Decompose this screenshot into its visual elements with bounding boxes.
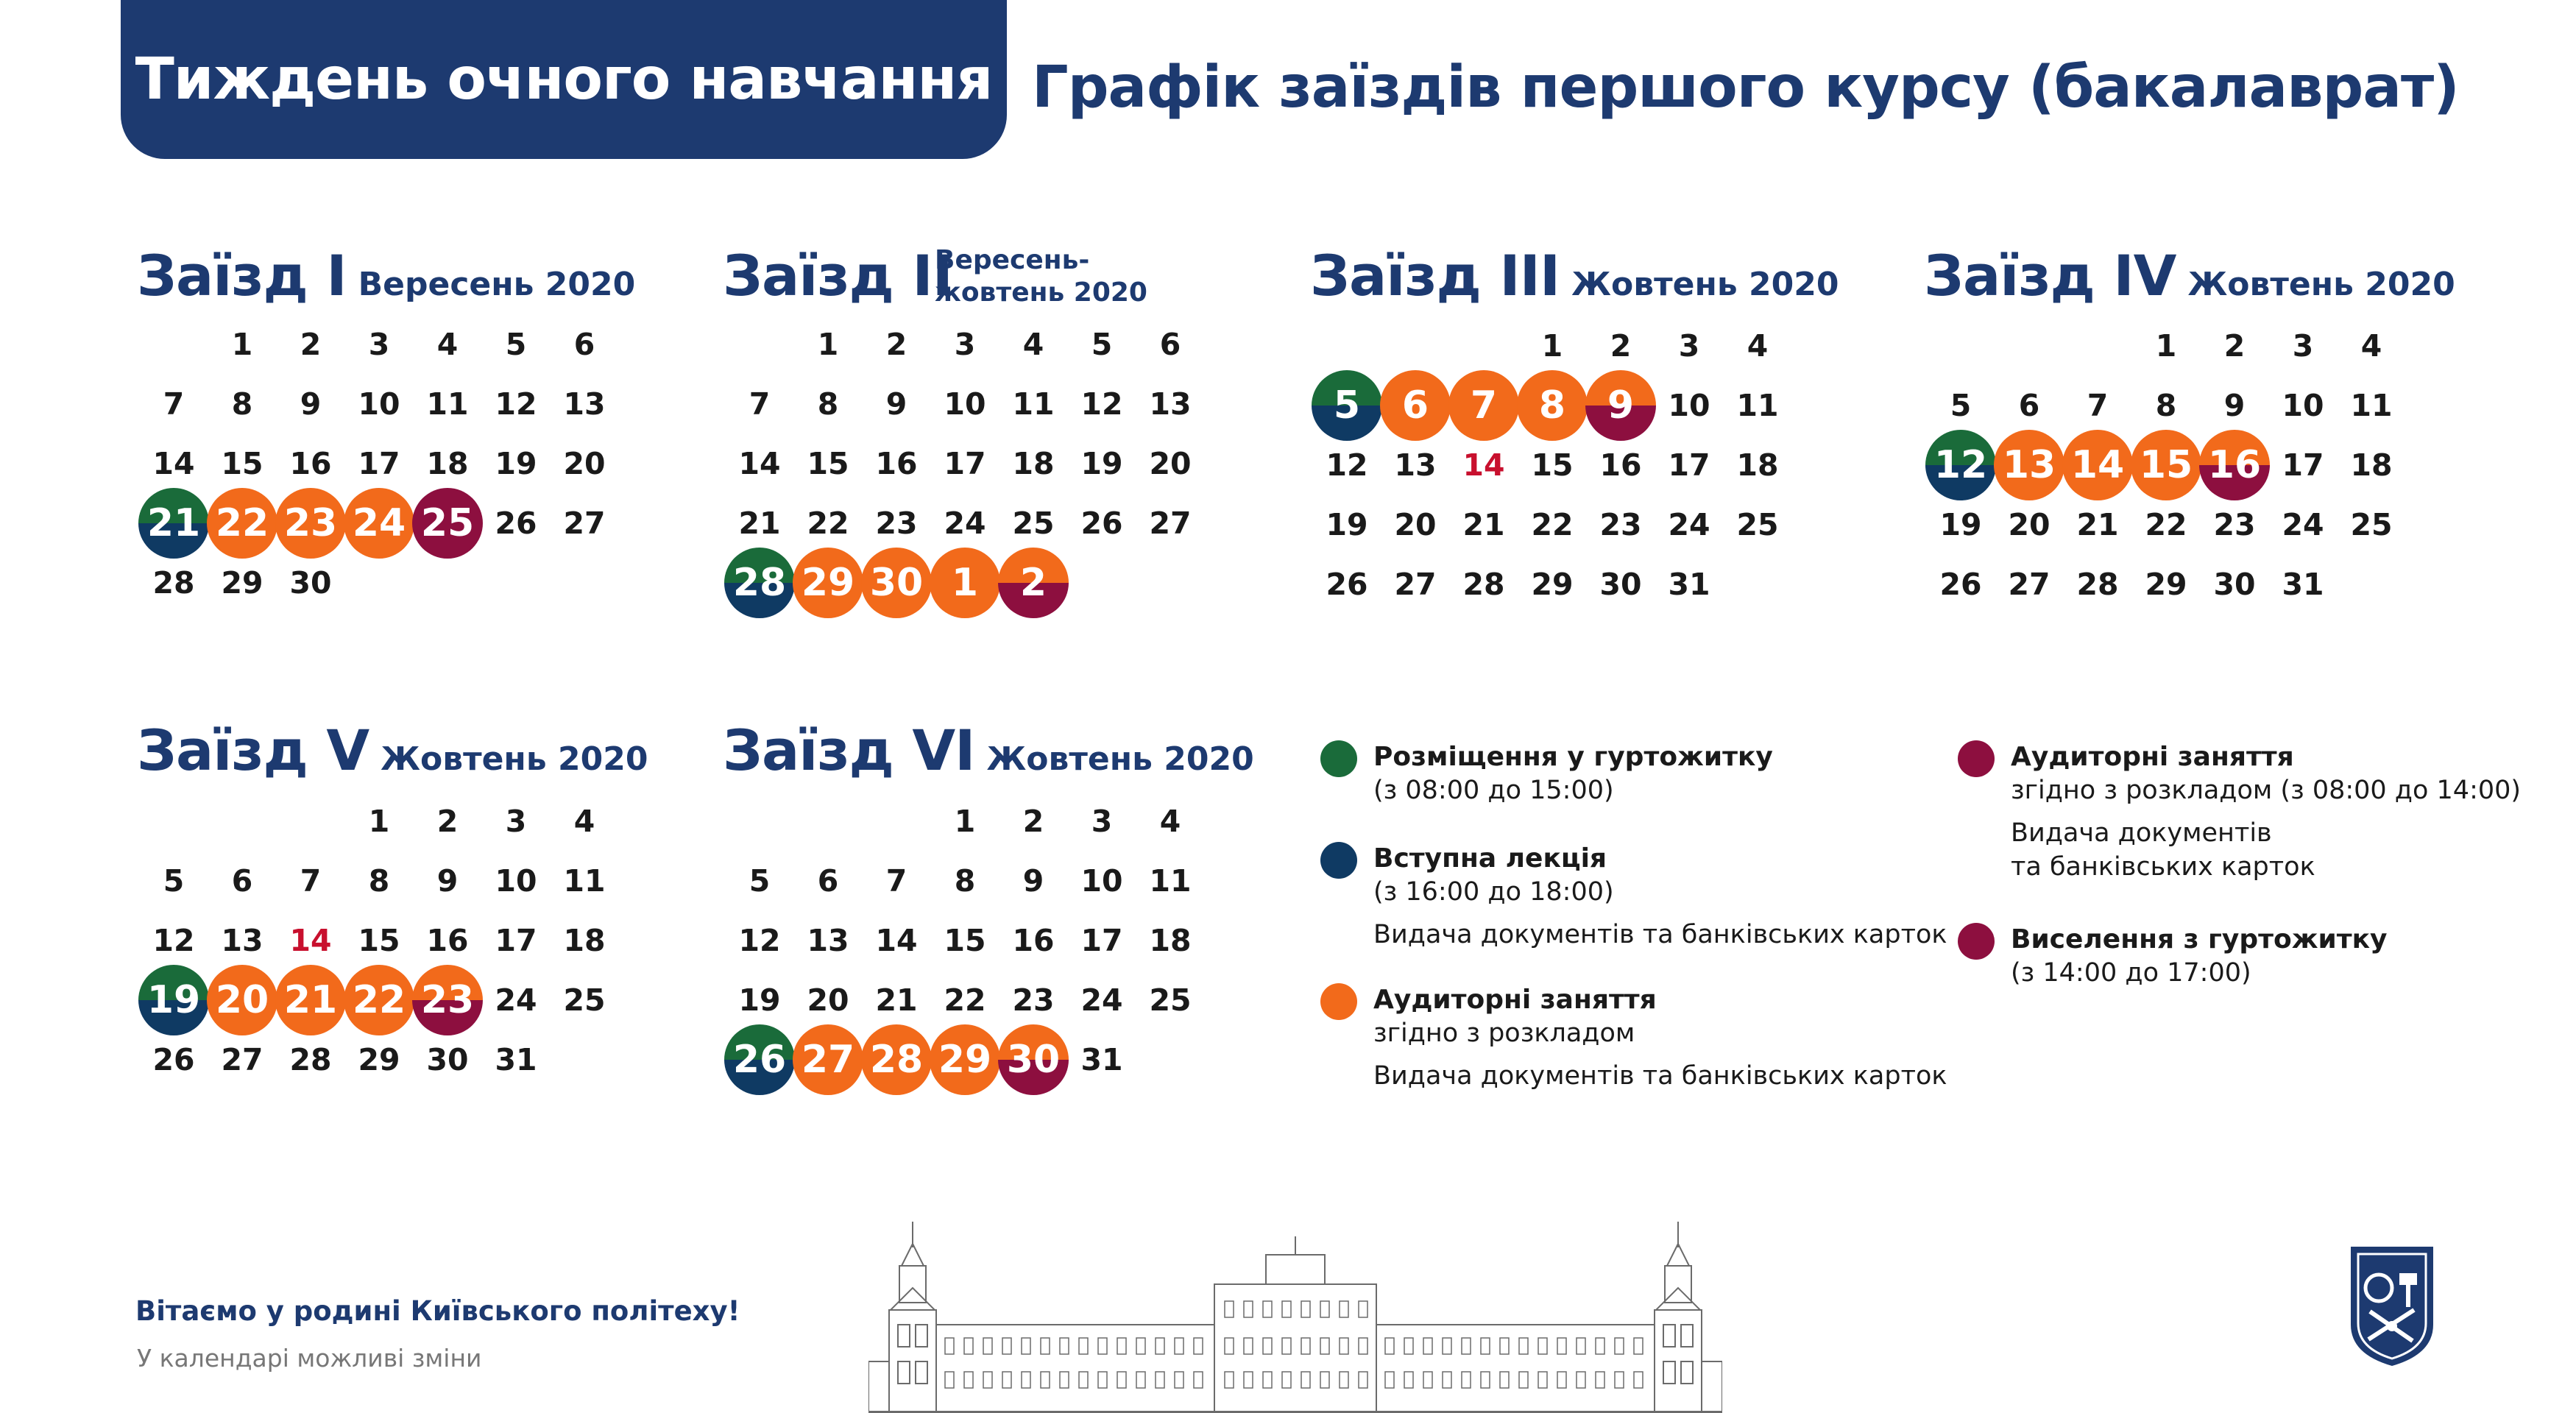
calendar-day: 9 [2223, 388, 2246, 423]
legend-title: Аудиторні заняття [2011, 742, 2294, 772]
calendar-day: 5 [163, 863, 185, 899]
holiday-day: 14 [1462, 447, 1505, 483]
highlighted-day: 26 [724, 1024, 795, 1095]
legend-swatch [1320, 842, 1357, 879]
calendar-name: Заїзд IV [1924, 243, 2176, 308]
calendar-day: 27 [2008, 567, 2050, 602]
calendar-day: 5 [1091, 327, 1113, 362]
calendar-day: 9 [885, 386, 907, 422]
calendar-day: 13 [1394, 447, 1437, 483]
legend-title: Виселення з гуртожитку [2011, 924, 2388, 955]
calendar-day: 7 [163, 386, 185, 422]
calendar-day: 4 [1159, 804, 1181, 839]
legend-text: (з 16:00 до 18:00) [1373, 877, 1614, 907]
calendar-day: 16 [426, 923, 469, 958]
calendar-day: 8 [2155, 388, 2177, 423]
legend-text: згідно з розкладом (з 08:00 до 14:00) [2011, 776, 2522, 805]
highlighted-day: 22 [344, 965, 414, 1035]
calendar-day: 5 [749, 863, 771, 899]
calendar-day: 11 [563, 863, 606, 899]
highlighted-day: 19 [138, 965, 209, 1035]
highlighted-day: 27 [793, 1024, 863, 1095]
calendar-day: 29 [1531, 567, 1574, 602]
highlighted-day: 28 [724, 548, 795, 618]
calendar-day: 6 [2018, 388, 2040, 423]
calendar-day: 8 [954, 863, 976, 899]
calendar-day: 15 [1531, 447, 1574, 483]
highlighted-day: 24 [344, 488, 414, 559]
calendar-day: 24 [1080, 982, 1123, 1018]
calendar-day: 6 [817, 863, 839, 899]
calendar-day: 3 [1678, 328, 1700, 364]
calendar-name: Заїзд I [137, 243, 347, 308]
calendar-day: 11 [426, 386, 469, 422]
calendar-day: 13 [221, 923, 263, 958]
calendar-day: 21 [1462, 507, 1505, 542]
highlighted-day: 8 [1517, 370, 1588, 441]
calendar-day: 1 [954, 804, 976, 839]
calendar-day: 13 [807, 923, 849, 958]
calendar-day: 3 [505, 804, 527, 839]
calendar-day: 8 [368, 863, 390, 899]
calendar-day: 28 [152, 565, 195, 601]
legend-text: (з 14:00 до 17:00) [2011, 958, 2251, 988]
page-subtitle: Графік заїздів першого курсу (бакалаврат) [1032, 54, 2459, 121]
calendar-day: 19 [1080, 446, 1123, 481]
calendar-day: 28 [289, 1042, 332, 1077]
welcome-text: Вітаємо у родині Київського політеху! [135, 1295, 740, 1327]
calendar-day: 29 [221, 565, 263, 601]
calendar-day: 11 [1736, 388, 1779, 423]
calendar-day: 17 [944, 446, 986, 481]
university-building-illustration [868, 1214, 1722, 1413]
calendar-day: 15 [944, 923, 986, 958]
holiday-day: 14 [289, 923, 332, 958]
calendar-day: 16 [289, 446, 332, 481]
calendar-day: 20 [2008, 507, 2050, 542]
calendar-day: 26 [1080, 506, 1123, 541]
highlighted-day: 2 [998, 548, 1069, 618]
calendar-day: 14 [875, 923, 918, 958]
highlighted-day: 21 [275, 965, 346, 1035]
calendar-day: 23 [2213, 507, 2256, 542]
calendar-day: 29 [2145, 567, 2187, 602]
calendar-day: 3 [368, 327, 390, 362]
calendar-day: 25 [1149, 982, 1192, 1018]
calendar-day: 21 [875, 982, 918, 1018]
calendar-day: 4 [1022, 327, 1044, 362]
calendar-day: 19 [1326, 507, 1368, 542]
calendar-day: 12 [152, 923, 195, 958]
highlighted-day: 28 [861, 1024, 932, 1095]
highlighted-day: 23 [412, 965, 483, 1035]
calendar-day: 2 [1610, 328, 1632, 364]
calendar-month: Жовтень 2020 [381, 740, 648, 778]
highlighted-day: 20 [207, 965, 277, 1035]
calendar-day: 27 [1394, 567, 1437, 602]
highlighted-day: 25 [412, 488, 483, 559]
calendar-day: 18 [1149, 923, 1192, 958]
calendar-day: 3 [954, 327, 976, 362]
calendar-day: 12 [1080, 386, 1123, 422]
legend-text: (з 08:00 до 15:00) [1373, 776, 1614, 805]
calendar-day: 20 [563, 446, 606, 481]
calendar-day: 16 [1012, 923, 1055, 958]
calendar-day: 18 [426, 446, 469, 481]
calendar-name: Заїзд V [137, 718, 369, 783]
highlighted-day: 15 [2131, 430, 2201, 500]
calendar-day: 8 [231, 386, 253, 422]
calendar-month: Вересень 2020 [358, 266, 636, 303]
calendar-day: 4 [1747, 328, 1769, 364]
calendar-day: 22 [807, 506, 849, 541]
calendar-day: 27 [221, 1042, 263, 1077]
calendar-day: 2 [885, 327, 907, 362]
calendar-month: Вересень- жовтень 2020 [935, 245, 1147, 308]
calendar-day: 20 [1394, 507, 1437, 542]
legend-title: Аудиторні заняття [1373, 985, 1657, 1015]
calendar-day: 29 [358, 1042, 400, 1077]
calendar-day: 18 [1736, 447, 1779, 483]
calendar-day: 4 [436, 327, 459, 362]
legend-title: Вступна лекція [1373, 843, 1607, 874]
calendar-day: 24 [2282, 507, 2324, 542]
calendar-day: 17 [2282, 447, 2324, 483]
calendar-day: 17 [1080, 923, 1123, 958]
highlighted-day: 1 [930, 548, 1000, 618]
calendar-day: 23 [1599, 507, 1642, 542]
highlighted-day: 29 [793, 548, 863, 618]
calendar-day: 1 [231, 327, 253, 362]
calendar-day: 17 [1668, 447, 1710, 483]
calendar-day: 28 [2076, 567, 2119, 602]
kpi-emblem-logo [2348, 1244, 2436, 1369]
calendar-day: 10 [2282, 388, 2324, 423]
calendar-day: 13 [563, 386, 606, 422]
legend-text: та банківських карток [2011, 852, 2315, 882]
legend-text: Видача документів [2011, 818, 2272, 848]
calendar-day: 7 [300, 863, 322, 899]
calendar-month: Жовтень 2020 [986, 740, 1254, 778]
calendar-day: 6 [1159, 327, 1181, 362]
calendar-day: 4 [573, 804, 595, 839]
calendar-day: 9 [436, 863, 459, 899]
highlighted-day: 7 [1448, 370, 1519, 441]
calendar-day: 20 [807, 982, 849, 1018]
calendar-day: 24 [1668, 507, 1710, 542]
page-title: Тиждень очного навчання [135, 46, 993, 113]
calendar-day: 31 [495, 1042, 537, 1077]
calendar-day: 20 [1149, 446, 1192, 481]
calendar-day: 4 [2360, 328, 2382, 364]
calendar-day: 31 [2282, 567, 2324, 602]
calendar-day: 2 [300, 327, 322, 362]
calendar-day: 28 [1462, 567, 1505, 602]
highlighted-day: 14 [2062, 430, 2133, 500]
calendar-day: 18 [2350, 447, 2393, 483]
calendar-day: 25 [1736, 507, 1779, 542]
calendar-day: 14 [152, 446, 195, 481]
calendar-day: 1 [1541, 328, 1563, 364]
calendar-day: 30 [1599, 567, 1642, 602]
calendar-day: 7 [2087, 388, 2109, 423]
calendar-day: 30 [2213, 567, 2256, 602]
calendar-day: 9 [300, 386, 322, 422]
calendar-title [137, 718, 648, 783]
calendar-day: 14 [738, 446, 781, 481]
calendar-day: 27 [563, 506, 606, 541]
calendar-day: 5 [1950, 388, 1972, 423]
calendar-day: 2 [2223, 328, 2246, 364]
calendar-day: 25 [1012, 506, 1055, 541]
calendar-day: 16 [875, 446, 918, 481]
calendar-day: 11 [1012, 386, 1055, 422]
calendar-day: 10 [1668, 388, 1710, 423]
calendar-day: 27 [1149, 506, 1192, 541]
calendar-day: 22 [1531, 507, 1574, 542]
calendar-day: 1 [368, 804, 390, 839]
highlighted-day: 5 [1312, 370, 1382, 441]
calendar-day: 25 [563, 982, 606, 1018]
highlighted-day: 23 [275, 488, 346, 559]
calendar-day: 31 [1668, 567, 1710, 602]
legend-swatch [1958, 923, 1995, 960]
legend-text: Видача документів та банківських карток [1373, 920, 1947, 949]
legend-swatch [1958, 740, 1995, 777]
calendar-day: 26 [495, 506, 537, 541]
calendar-day: 7 [885, 863, 907, 899]
calendar-day: 23 [875, 506, 918, 541]
calendar-title [137, 243, 635, 308]
calendar-day: 2 [436, 804, 459, 839]
calendar-day: 16 [1599, 447, 1642, 483]
header-banner [121, 0, 1007, 159]
calendar-day: 10 [495, 863, 537, 899]
calendar-day: 10 [1080, 863, 1123, 899]
legend-swatch [1320, 740, 1357, 777]
calendar-name: Заїзд III [1310, 243, 1560, 308]
calendar-day: 17 [495, 923, 537, 958]
calendar-day: 15 [807, 446, 849, 481]
calendar-day: 24 [495, 982, 537, 1018]
highlighted-day: 29 [930, 1024, 1000, 1095]
calendar-day: 21 [738, 506, 781, 541]
calendar-day: 26 [1326, 567, 1368, 602]
calendar-title [723, 243, 952, 308]
calendar-name: Заїзд II [723, 243, 952, 308]
changes-note: У календарі можливі зміни [137, 1344, 482, 1373]
calendar-month: Жовтень 2020 [1571, 266, 1839, 303]
calendar-day: 19 [495, 446, 537, 481]
highlighted-day: 22 [207, 488, 277, 559]
highlighted-day: 21 [138, 488, 209, 559]
highlighted-day: 13 [1994, 430, 2064, 500]
calendar-day: 11 [2350, 388, 2393, 423]
calendar-day: 3 [1091, 804, 1113, 839]
calendar-day: 15 [358, 923, 400, 958]
calendar-day: 18 [1012, 446, 1055, 481]
calendar-title [723, 718, 1254, 783]
calendar-day: 2 [1022, 804, 1044, 839]
calendar-day: 21 [2076, 507, 2119, 542]
calendar-day: 11 [1149, 863, 1192, 899]
calendar-day: 24 [944, 506, 986, 541]
calendar-day: 25 [2350, 507, 2393, 542]
calendar-day: 6 [573, 327, 595, 362]
highlighted-day: 9 [1585, 370, 1656, 441]
legend-swatch [1320, 983, 1357, 1020]
calendar-title [1310, 243, 1839, 308]
calendar-day: 30 [289, 565, 332, 601]
calendar-day: 15 [221, 446, 263, 481]
calendar-month: Жовтень 2020 [2187, 266, 2455, 303]
calendar-day: 9 [1022, 863, 1044, 899]
calendar-day: 1 [817, 327, 839, 362]
calendar-day: 19 [738, 982, 781, 1018]
calendar-day: 7 [749, 386, 771, 422]
calendar-day: 22 [944, 982, 986, 1018]
legend-text: Видача документів та банківських карток [1373, 1061, 1947, 1091]
calendar-day: 19 [1939, 507, 1982, 542]
calendar-day: 12 [1326, 447, 1368, 483]
highlighted-day: 16 [2199, 430, 2270, 500]
highlighted-day: 30 [861, 548, 932, 618]
calendar-day: 12 [495, 386, 537, 422]
legend-text: згідно з розкладом [1373, 1019, 1635, 1048]
calendar-day: 17 [358, 446, 400, 481]
highlighted-day: 6 [1380, 370, 1451, 441]
calendar-day: 8 [817, 386, 839, 422]
highlighted-day: 12 [1925, 430, 1996, 500]
calendar-day: 23 [1012, 982, 1055, 1018]
calendar-day: 13 [1149, 386, 1192, 422]
calendar-day: 10 [944, 386, 986, 422]
calendar-day: 31 [1080, 1042, 1123, 1077]
legend-title: Розміщення у гуртожитку [1373, 742, 1773, 772]
calendar-day: 12 [738, 923, 781, 958]
calendar-name: Заїзд VI [723, 718, 975, 783]
calendar-day: 18 [563, 923, 606, 958]
highlighted-day: 30 [998, 1024, 1069, 1095]
calendar-day: 10 [358, 386, 400, 422]
calendar-day: 5 [505, 327, 527, 362]
calendar-day: 26 [1939, 567, 1982, 602]
calendar-day: 22 [2145, 507, 2187, 542]
calendar-day: 3 [2292, 328, 2314, 364]
calendar-day: 30 [426, 1042, 469, 1077]
calendar-day: 6 [231, 863, 253, 899]
calendar-title [1924, 243, 2455, 308]
calendar-day: 1 [2155, 328, 2177, 364]
calendar-day: 26 [152, 1042, 195, 1077]
